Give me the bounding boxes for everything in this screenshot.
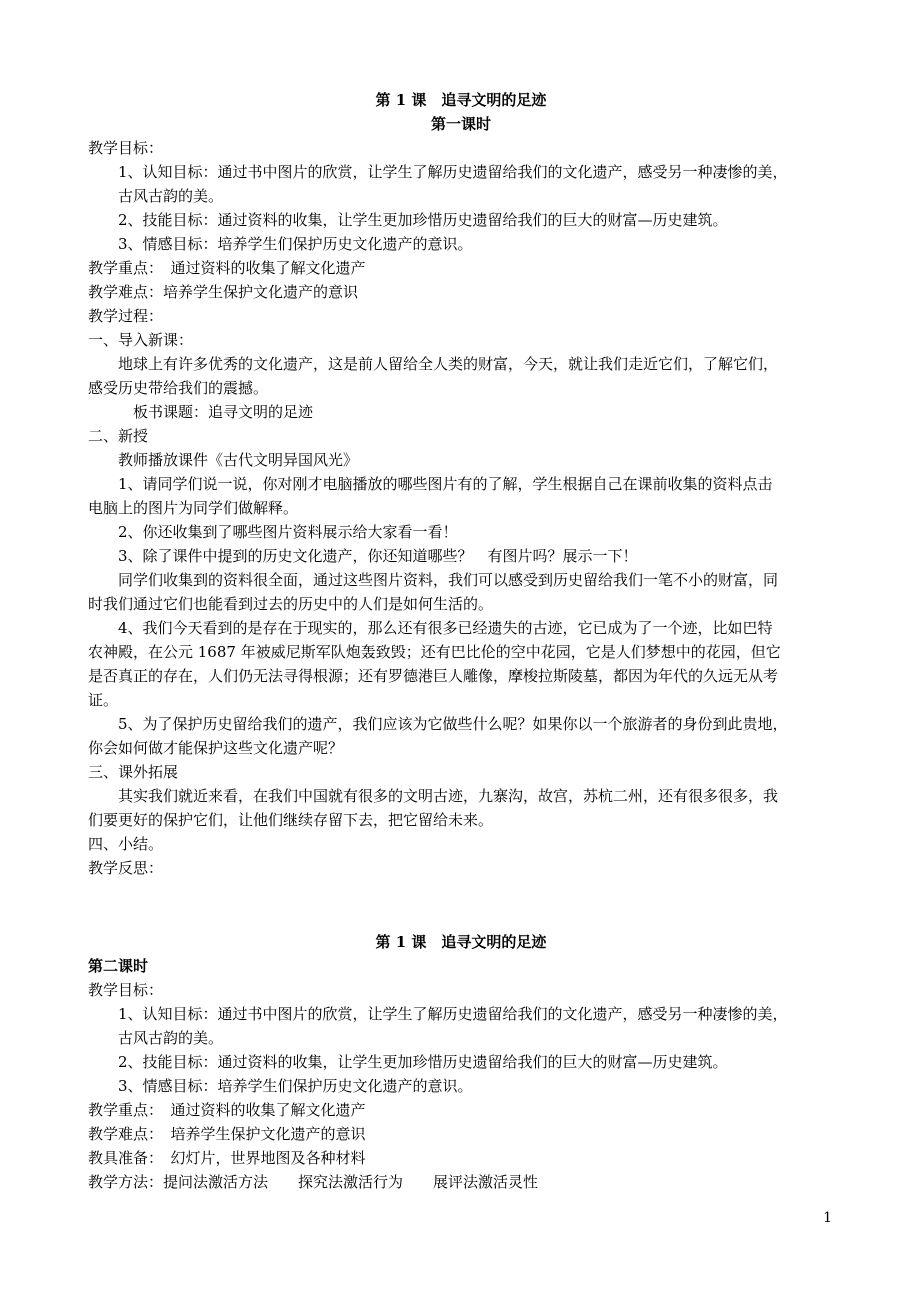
lesson1-step2-p1-line1: 1、请同学们说一说，你对刚才电脑播放的哪些图片有的了解，学生根据自己在课前收集的资料点击 [118, 475, 773, 493]
lesson1-step2-intro: 教师播放课件《古代文明异国风光》 [118, 451, 359, 469]
lesson1-objective3: 3、情感目标：培养学生们保护历史文化遗产的意识。 [118, 235, 473, 253]
lesson1-step1-board: 板书课题：追寻文明的足迹 [133, 403, 314, 421]
lesson1-step2-heading: 二、新授 [88, 427, 149, 445]
lesson1-step2-p4-line2: 时我们通过它们也能看到过去的历史中的人们是如何生活的。 [88, 595, 494, 613]
lesson1-objective1-line2: 古风古韵的美。 [118, 187, 224, 205]
lesson2-objectives-heading: 教学目标： [88, 981, 164, 999]
lesson2-methods: 教学方法：提问法激活方法 探究法激活行为 展评法激活灵性 [88, 1173, 539, 1191]
lesson2-objective3: 3、情感目标：培养学生们保护历史文化遗产的意识。 [118, 1077, 473, 1095]
lesson1-step3-text-line1: 其实我们就近来看，在我们中国就有很多的文明古迹，九寨沟，故宫，苏杭二州，还有很多很多，我 [118, 787, 779, 805]
lesson1-subtitle: 第一课时 [430, 115, 491, 133]
section-spacer [88, 880, 834, 930]
lesson1-difficulty: 教学难点：培养学生保护文化遗产的意识 [88, 283, 359, 301]
document-page [88, 88, 834, 1194]
lesson1-step2-p5-line1: 4、我们今天看到的是存在于现实的，那么还有很多已经遗失的古迹，它已成为了一个迹，比如巴特 [118, 619, 773, 637]
lesson2-objective1-line1: 1、认知目标：通过书中图片的欣赏，让学生了解历史遗留给我们的文化遗产，感受另一种凄惨的美， [118, 1005, 788, 1023]
lesson1-step2-p5-line4: 证。 [88, 691, 119, 709]
lesson1-step1-heading: 一、导入新课： [88, 331, 194, 349]
lesson2-materials: 教具准备： 幻灯片，世界地图及各种材料 [88, 1149, 366, 1167]
lesson1-step1-text-line1: 地球上有许多优秀的文化遗产，这是前人留给全人类的财富，今天，就让我们走近它们，了解它们， [118, 355, 779, 373]
lesson1-step2-p6-line2: 你会如何做才能保护这些文化遗产呢？ [88, 739, 344, 757]
lesson1-step3-heading: 三、课外拓展 [88, 763, 179, 781]
lesson1-reflection: 教学反思： [88, 859, 164, 877]
lesson1-objective1-line1: 1、认知目标：通过书中图片的欣赏，让学生了解历史遗留给我们的文化遗产，感受另一种凄惨的美， [118, 163, 788, 181]
lesson1-step2-p5-line2: 农神殿，在公元 1687 年被威尼斯军队炮轰致毁；还有巴比伦的空中花园，它是人们梦想中的花园，但它 [88, 643, 781, 661]
lesson2-objective2: 2、技能目标：通过资料的收集，让学生更加珍惜历史遗留给我们的巨大的财富—历史建筑。 [118, 1053, 728, 1071]
lesson2-subtitle: 第二课时 [88, 957, 149, 975]
lesson1-step3-text-line2: 们要更好的保护它们，让他们继续存留下去，把它留给未来。 [88, 811, 494, 829]
lesson1-step1-text-line2: 感受历史带给我们的震撼。 [88, 379, 269, 397]
lesson1-title: 第 1 课 追寻文明的足迹 [375, 91, 547, 109]
lesson1-step2-p6-line1: 5、为了保护历史留给我们的遗产，我们应该为它做些什么呢？如果你以一个旅游者的身份到此贵地， [118, 715, 788, 733]
lesson2-difficulty: 教学难点： 培养学生保护文化遗产的意识 [88, 1125, 366, 1143]
lesson2-key-point: 教学重点： 通过资料的收集了解文化遗产 [88, 1101, 366, 1119]
lesson1-step2-p3: 3、除了课件中提到的历史文化遗产，你还知道哪些？ 有图片吗？展示一下！ [118, 547, 638, 565]
lesson1-objective2: 2、技能目标：通过资料的收集，让学生更加珍惜历史遗留给我们的巨大的财富—历史建筑。 [118, 211, 728, 229]
lesson1-step2-p1-line2: 电脑上的图片为同学们做解释。 [88, 499, 299, 517]
lesson1-step2-p4-line1: 同学们收集到的资料很全面，通过这些图片资料，我们可以感受到历史留给我们一笔不小的财富，同 [118, 571, 779, 589]
lesson1-step2-p5-line3: 是否真正的存在，人们仍无法寻得根源；还有罗德港巨人雕像，摩梭拉斯陵墓，都因为年代的久远无从考 [88, 667, 779, 685]
lesson1-step4-heading: 四、小结。 [88, 835, 164, 853]
lesson1-objectives-heading: 教学目标： [88, 139, 164, 157]
lesson1-key-point: 教学重点： 通过资料的收集了解文化遗产 [88, 259, 366, 277]
lesson2-title: 第 1 课 追寻文明的足迹 [375, 933, 547, 951]
lesson2-objective1-line2: 古风古韵的美。 [118, 1029, 224, 1047]
lesson1-step2-p2: 2、你还收集到了哪些图片资料展示给大家看一看！ [118, 523, 458, 541]
lesson1-process-heading: 教学过程： [88, 307, 164, 325]
page-number: 1 [823, 1210, 832, 1226]
